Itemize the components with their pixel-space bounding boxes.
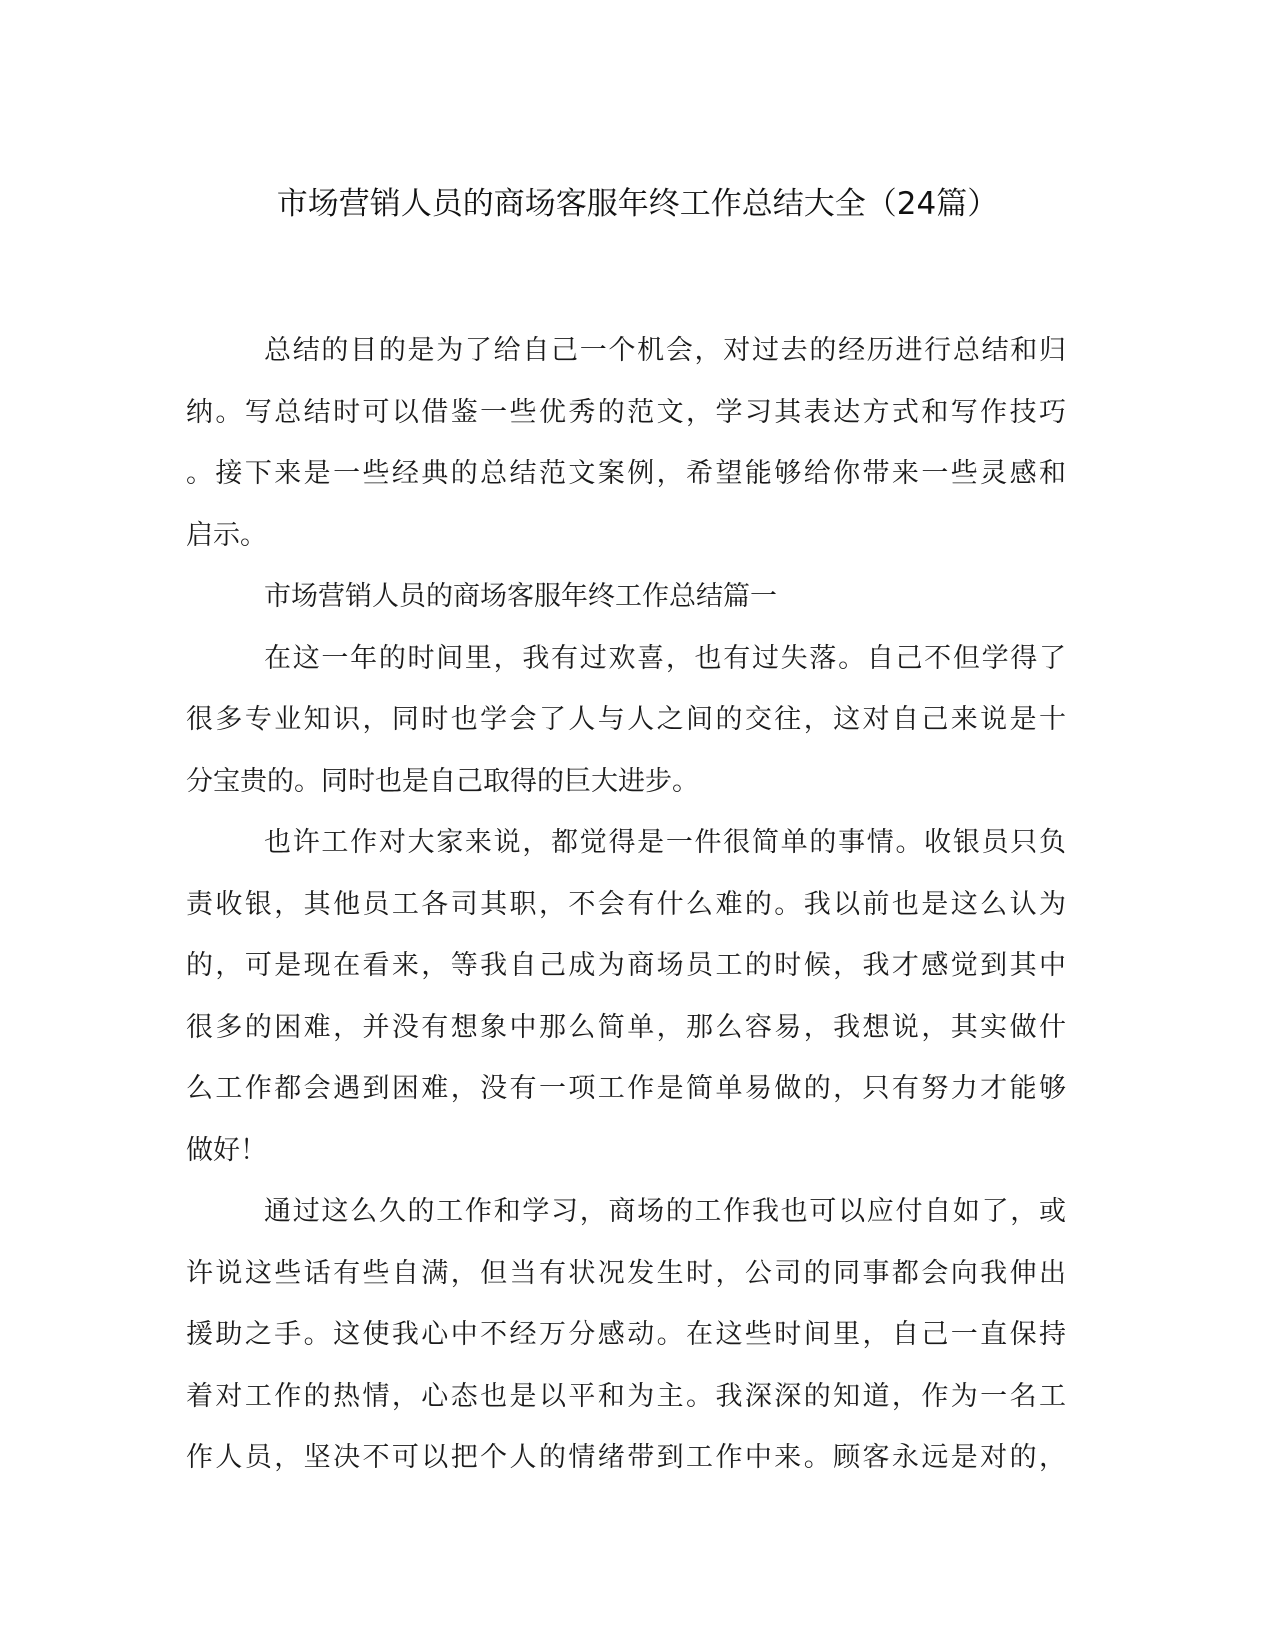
text-line: 分宝贵的。同时也是自己取得的巨大进步。 xyxy=(186,765,699,797)
text-line: 市场营销人员的商场客服年终工作总结篇一 xyxy=(264,581,777,612)
text-line: 作人员，坚决不可以把个人的情绪带到工作中来。顾客永远是对的， xyxy=(186,1442,1066,1473)
document-body xyxy=(186,320,1066,1489)
text-line: 援助之手。这使我心中不经万分感动。在这些时间里，自己一直保持 xyxy=(186,1319,1066,1350)
text-line: 总结的目的是为了给自己一个机会，对过去的经历进行总结和归 xyxy=(264,335,1066,366)
text-line: 么工作都会遇到困难，没有一项工作是简单易做的，只有努力才能够 xyxy=(186,1073,1066,1104)
text-line: 很多专业知识，同时也学会了人与人之间的交往，这对自己来说是十 xyxy=(186,704,1066,735)
text-line: 启示。 xyxy=(186,519,267,551)
text-line: 责收银，其他员工各司其职，不会有什么难的。我以前也是这么认为 xyxy=(186,888,1066,920)
text-line: 很多的困难，并没有想象中那么简单，那么容易，我想说，其实做什 xyxy=(186,1011,1066,1043)
text-line: 。接下来是一些经典的总结范文案例，希望能够给你带来一些灵感和 xyxy=(186,458,1066,489)
text-line: 许说这些话有些自满，但当有状况发生时，公司的同事都会向我伸出 xyxy=(186,1257,1066,1289)
text-line: 做好！ xyxy=(186,1134,267,1166)
text-line: 着对工作的热情，心态也是以平和为主。我深深的知道，作为一名工 xyxy=(186,1380,1066,1412)
text-line: 纳。写总结时可以借鉴一些优秀的范文，学习其表达方式和写作技巧 xyxy=(186,396,1066,428)
text-line: 通过这么久的工作和学习，商场的工作我也可以应付自如了，或 xyxy=(264,1196,1066,1227)
document-title: 市场营销人员的商场客服年终工作总结大全（24篇） xyxy=(276,186,999,222)
text-line: 的，可是现在看来，等我自己成为商场员工的时候，我才感觉到其中 xyxy=(186,950,1066,981)
text-line: 也许工作对大家来说，都觉得是一件很简单的事情。收银员只负 xyxy=(264,827,1066,858)
text-line: 在这一年的时间里，我有过欢喜，也有过失落。自己不但学得了 xyxy=(264,642,1066,674)
